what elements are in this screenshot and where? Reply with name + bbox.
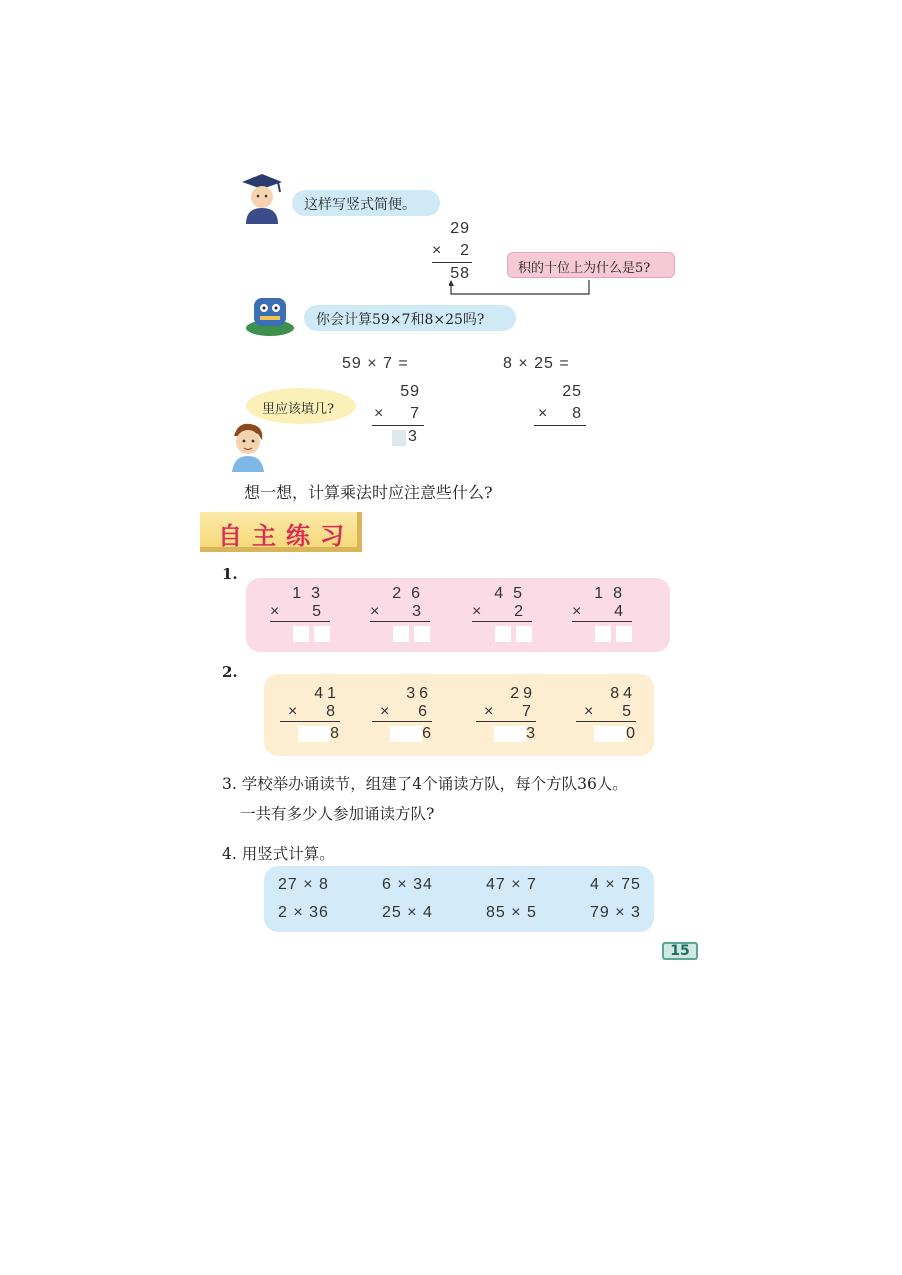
section-title-banner: 自主练习: [200, 512, 362, 552]
teacher-avatar: [238, 172, 284, 224]
ex2-p2-a: 36: [406, 685, 432, 702]
ex2-p2-box-2[interactable]: [406, 726, 422, 742]
p1-multiplicand: 59: [400, 383, 420, 400]
boy-speech-bubble: 里应该填几?: [246, 388, 356, 424]
ex2-p3-box-1[interactable]: [494, 726, 510, 742]
ex1-p1-box-2[interactable]: [314, 626, 330, 642]
ex1-p1-a: 13: [292, 585, 330, 602]
ex2-p1-b: 8: [326, 703, 336, 720]
ex1-problem-1: [270, 585, 330, 643]
ex2-label: 2.: [222, 663, 238, 681]
ex1-p1-b: 5: [312, 603, 322, 620]
top-multiplicand: 29: [450, 220, 470, 237]
ex2-p3-a: 29: [510, 685, 536, 702]
ex1-p3-box-1[interactable]: [495, 626, 511, 642]
p2-multiplicand: 25: [562, 383, 582, 400]
ex1-p4-box-2[interactable]: [616, 626, 632, 642]
ex1-p1-times: ×: [270, 603, 281, 620]
teacher-icon: [238, 172, 284, 224]
page-number: 15: [662, 942, 698, 960]
p1-product-digit: 3: [408, 428, 418, 445]
ex1-p3-a: 45: [494, 585, 532, 602]
ex1-p2-times: ×: [370, 603, 381, 620]
ex1-label: 1.: [222, 565, 238, 583]
ex4-r1-c1: 27 × 8: [278, 876, 329, 893]
p1-multiplier: 7: [410, 405, 420, 422]
ex2-problem-4: [576, 685, 636, 743]
robot-speech-bubble: 你会计算59×7和8×25吗?: [304, 305, 516, 331]
p1-times-sign: ×: [374, 405, 385, 422]
p1-blank-box[interactable]: [392, 430, 406, 446]
p2-underline: [534, 425, 586, 426]
boy-icon: [228, 420, 268, 472]
ex4-r1-c3: 47 × 7: [486, 876, 537, 893]
ex2-p1-times: ×: [288, 703, 299, 720]
top-times-sign: ×: [432, 242, 443, 259]
ex2-p1-box-2[interactable]: [314, 726, 330, 742]
ex2-p1-a: 41: [314, 685, 340, 702]
ex1-problem-4: [572, 585, 632, 643]
ex4-r2-c1: 2 × 36: [278, 904, 329, 921]
ex1-p4-box-1[interactable]: [595, 626, 611, 642]
robot-icon: [244, 290, 296, 336]
ex2-p3-b: 7: [522, 703, 532, 720]
ex1-p4-b: 4: [614, 603, 624, 620]
ex1-p2-b: 3: [412, 603, 422, 620]
ex2-p4-end: 0: [626, 725, 636, 742]
ex2-p3-times: ×: [484, 703, 495, 720]
top-product: 58: [450, 265, 470, 282]
ex2-p4-box-2[interactable]: [610, 726, 626, 742]
teacher-speech-bubble: 这样写竖式简便。: [292, 190, 440, 216]
ex4-r2-c2: 25 × 4: [382, 904, 433, 921]
ex4-label: 4. 用竖式计算。: [222, 845, 335, 863]
p2-multiplier: 8: [572, 405, 582, 422]
ex2-p2-end: 6: [422, 725, 432, 742]
ex2-problem-2: [372, 685, 432, 743]
ex2-p1-end: 8: [330, 725, 340, 742]
ex1-problem-2: [370, 585, 430, 643]
ex1-p3-times: ×: [472, 603, 483, 620]
ex2-p4-box-1[interactable]: [594, 726, 610, 742]
ex1-p3-b: 2: [514, 603, 524, 620]
robot-avatar: [244, 290, 296, 336]
p1-underline: [372, 425, 424, 426]
top-multiplier: 2: [460, 242, 470, 259]
ex2-p4-times: ×: [584, 703, 595, 720]
ex4-r2-c4: 79 × 3: [590, 904, 641, 921]
ex2-p1-box-1[interactable]: [298, 726, 314, 742]
pink-question-bubble: 积的十位上为什么是5?: [507, 252, 675, 278]
ex3-line-1: 3. 学校举办诵读节，组建了4个诵读方队，每个方队36人。: [222, 775, 628, 793]
ex2-p2-b: 6: [418, 703, 428, 720]
ex2-p2-times: ×: [380, 703, 391, 720]
top-underline: [432, 262, 472, 263]
ex2-problem-3: [476, 685, 536, 743]
ex1-p1-box-1[interactable]: [293, 626, 309, 642]
ex1-problem-3: [472, 585, 532, 643]
ex1-p2-a: 26: [392, 585, 430, 602]
ex2-problem-1: [280, 685, 340, 743]
ex2-p4-a: 84: [610, 685, 636, 702]
think-prompt: 想一想，计算乘法时应注意些什么?: [244, 483, 493, 502]
ex2-p3-end: 3: [526, 725, 536, 742]
ex1-p2-box-1[interactable]: [393, 626, 409, 642]
ex2-p3-box-2[interactable]: [510, 726, 526, 742]
ex1-p3-box-2[interactable]: [516, 626, 532, 642]
ex1-p4-a: 18: [594, 585, 632, 602]
ex3-line-2: 一共有多少人参加诵读方队?: [240, 805, 435, 823]
ex1-p4-times: ×: [572, 603, 583, 620]
boy-avatar: [228, 420, 268, 472]
ex1-p2-box-2[interactable]: [414, 626, 430, 642]
equation-8x25: 8 × 25 =: [503, 355, 570, 372]
ex4-r2-c3: 85 × 5: [486, 904, 537, 921]
arrow-connector: [449, 280, 591, 296]
ex2-p2-box-1[interactable]: [390, 726, 406, 742]
ex4-r1-c4: 4 × 75: [590, 876, 641, 893]
ex2-p4-b: 5: [622, 703, 632, 720]
ex4-r1-c2: 6 × 34: [382, 876, 433, 893]
p2-times-sign: ×: [538, 405, 549, 422]
equation-59x7: 59 × 7 =: [342, 355, 409, 372]
